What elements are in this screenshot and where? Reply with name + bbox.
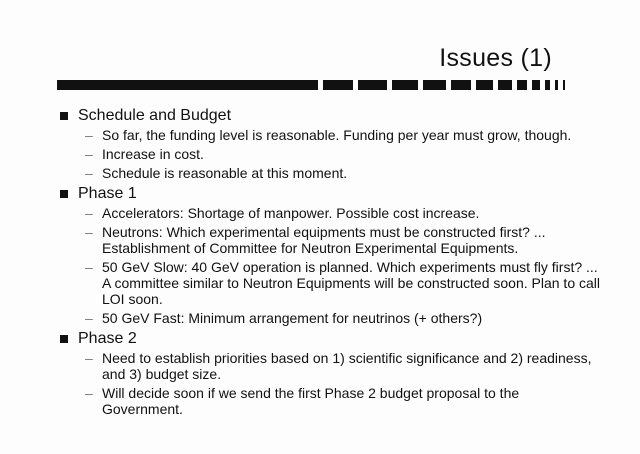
slide-content	[60, 106, 600, 420]
bullet-item-text: Neutrons: Which experimental equipments must be constructed first? ... Establishment of Committee for Neutron Experimental Equipments.	[102, 224, 546, 256]
title-rule-segment	[423, 80, 447, 90]
bullet-item	[60, 310, 600, 326]
bullet-item-text: 50 GeV Fast: Minimum arrangement for neutrinos (+ others?)	[102, 310, 483, 326]
slide-title: Issues (1)	[439, 44, 552, 72]
title-rule-segment	[563, 80, 565, 90]
title-rule	[57, 80, 565, 90]
bullet-item-text: Accelerators: Shortage of manpower. Possible cost increase.	[102, 205, 480, 221]
bullet-item	[60, 205, 600, 221]
dash-icon: –	[85, 385, 93, 401]
bullet-item-text: So far, the funding level is reasonable. Funding per year must grow, though.	[102, 127, 572, 143]
bullet-item	[60, 259, 600, 307]
bullet-item-text: Schedule is reasonable at this moment.	[102, 165, 348, 181]
dash-icon: –	[85, 127, 93, 143]
bullet-item-text: Increase in cost.	[102, 146, 204, 162]
section-heading-text: Schedule and Budget	[78, 107, 232, 124]
title-rule-segment	[476, 80, 493, 90]
title-rule-segment	[323, 80, 352, 90]
section-heading	[60, 106, 600, 125]
section-heading	[60, 184, 600, 203]
dash-icon: –	[85, 350, 93, 366]
square-bullet-icon	[60, 112, 68, 120]
bullet-item-text: 50 GeV Slow: 40 GeV operation is planned. Which experiments must fly first? ... A committee similar to Neutron Equipments will be constructed soon. Plan to call LOI soon.	[102, 259, 601, 307]
title-rule-segment	[358, 80, 387, 90]
dash-icon: –	[85, 259, 93, 275]
bullet-item	[60, 127, 600, 143]
bullet-item	[60, 165, 600, 181]
dash-icon: –	[85, 224, 93, 240]
title-rule-segment	[392, 80, 418, 90]
dash-icon: –	[85, 165, 93, 181]
bullet-item	[60, 385, 600, 417]
title-rule-solid	[57, 80, 318, 90]
bullet-item-text: Will decide soon if we send the first Phase 2 budget proposal to the Government.	[102, 385, 520, 417]
bullet-item	[60, 146, 600, 162]
title-rule-segment	[532, 80, 540, 90]
title-rule-segment	[517, 80, 528, 90]
title-rule-segment	[498, 80, 512, 90]
square-bullet-icon	[60, 335, 68, 343]
dash-icon: –	[85, 205, 93, 221]
section-heading-text: Phase 1	[78, 185, 137, 202]
title-rule-segment	[555, 80, 558, 90]
bullet-item-text: Need to establish priorities based on 1) scientific significance and 2) readiness, and 3) budget size.	[102, 350, 592, 382]
section-heading	[60, 329, 600, 348]
square-bullet-icon	[60, 190, 68, 198]
dash-icon: –	[85, 146, 93, 162]
title-rule-segment	[451, 80, 471, 90]
bullet-item	[60, 224, 600, 256]
dash-icon: –	[85, 310, 93, 326]
section-heading-text: Phase 2	[78, 330, 137, 347]
title-rule-segment	[545, 80, 550, 90]
bullet-item	[60, 350, 600, 382]
